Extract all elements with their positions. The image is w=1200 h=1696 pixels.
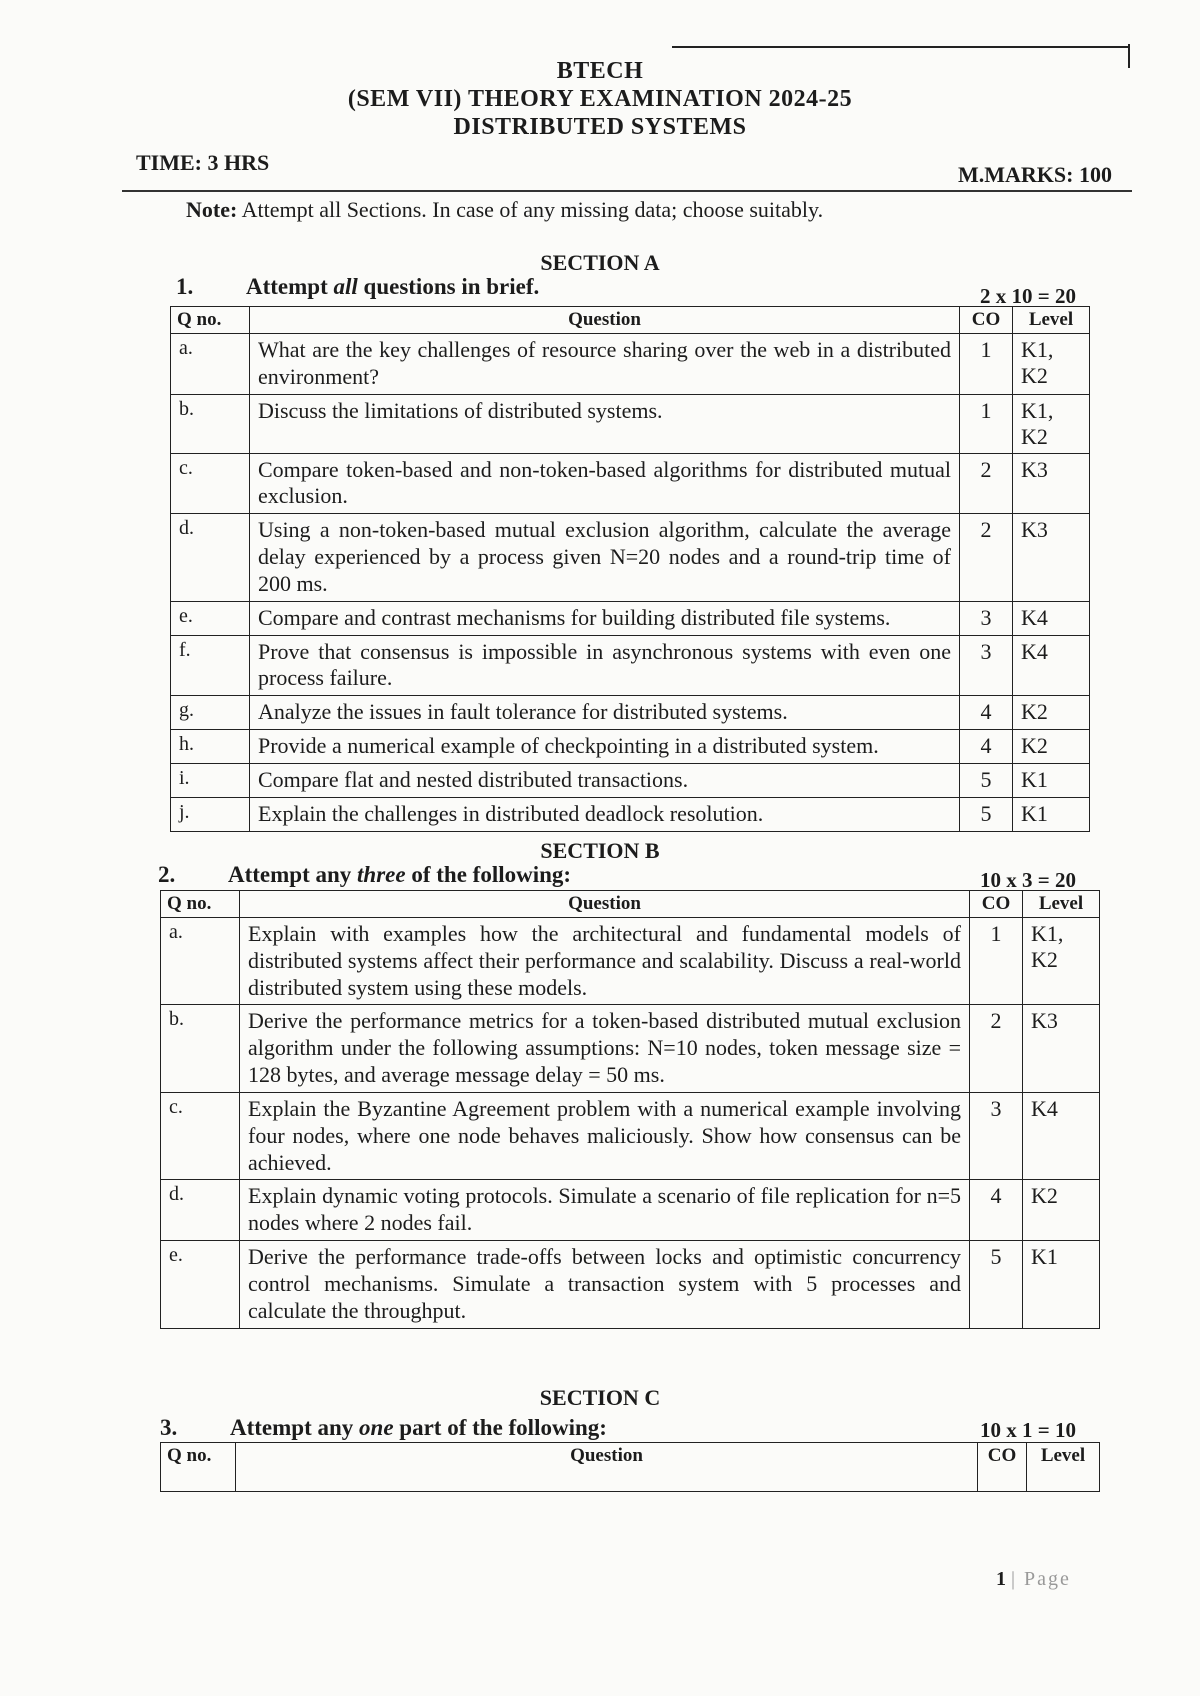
bloom-level: K4 <box>1013 601 1090 635</box>
table-header-row <box>161 1443 1100 1492</box>
question-text: Derive the performance trade-offs between locks and optimistic concurrency control mechanisms. Simulate a transaction system with 5 processes and calculate the throughput. <box>240 1241 970 1328</box>
bloom-level: K1, K2 <box>1023 918 1100 1005</box>
bloom-level: K1 <box>1013 763 1090 797</box>
course-outcome: 5 <box>960 763 1013 797</box>
table-row <box>161 1241 1100 1328</box>
question-text: Explain with examples how the architectural and fundamental models of distributed systems affect their performance and scalability. Discuss a real-world distributed system using these models. <box>240 918 970 1005</box>
question-number: e. <box>171 601 250 635</box>
instruction-pre: Attempt any <box>228 862 352 887</box>
note-text: Attempt all Sections. In case of any missing data; choose suitably. <box>241 197 824 222</box>
course-outcome: 1 <box>970 918 1023 1005</box>
course-outcome: 4 <box>970 1180 1023 1241</box>
table-row <box>171 514 1090 601</box>
level-header: Level <box>1023 891 1100 918</box>
exam-title: (SEM VII) THEORY EXAMINATION 2024-25 <box>347 86 853 112</box>
section-c-number: 3. <box>160 1415 178 1440</box>
table-row <box>171 334 1090 395</box>
table-row <box>161 1005 1100 1092</box>
page-number <box>996 1568 1071 1591</box>
section-c-marks: 10 x 1 = 10 <box>980 1418 1076 1442</box>
course-outcome: 3 <box>960 601 1013 635</box>
question-text: Explain dynamic voting protocols. Simulate a scenario of file replication for n=5 nodes where 2 nodes fail. <box>240 1180 970 1241</box>
header-divider <box>122 190 1132 192</box>
question-number: d. <box>161 1180 240 1241</box>
course-outcome: 4 <box>960 696 1013 730</box>
table-header-row <box>171 307 1090 334</box>
instruction-pre: Attempt <box>246 274 328 299</box>
bloom-level: K2 <box>1013 696 1090 730</box>
bloom-level: K1, K2 <box>1013 394 1090 453</box>
question-header: Question <box>250 307 960 334</box>
question-number: c. <box>171 453 250 514</box>
table-row <box>171 797 1090 831</box>
table-row <box>161 1092 1100 1179</box>
question-text: Explain the challenges in distributed deadlock resolution. <box>250 797 960 831</box>
course-outcome: 3 <box>970 1092 1023 1179</box>
bloom-level: K1, K2 <box>1013 334 1090 395</box>
question-number: d. <box>171 514 250 601</box>
question-text: Explain the Byzantine Agreement problem with a numerical example involving four nodes, where one node behaves maliciously. Show how consensus can be achieved. <box>240 1092 970 1179</box>
page-label: | Page <box>1011 1568 1071 1590</box>
question-number: b. <box>171 394 250 453</box>
section-b-marks: 10 x 3 = 20 <box>980 868 1076 892</box>
question-number: j. <box>171 797 250 831</box>
section-a-marks: 2 x 10 = 20 <box>980 284 1076 308</box>
section-c-table <box>160 1442 1100 1492</box>
course-outcome: 1 <box>960 394 1013 453</box>
table-row <box>171 696 1090 730</box>
bloom-level: K3 <box>1013 453 1090 514</box>
qno-header: Q no. <box>161 891 240 918</box>
question-text: Compare and contrast mechanisms for building distributed file systems. <box>250 601 960 635</box>
question-text: Prove that consensus is impossible in asynchronous systems with even one process failure. <box>250 635 960 696</box>
question-number: e. <box>161 1241 240 1328</box>
level-header: Level <box>1013 307 1090 334</box>
section-a-title: SECTION A <box>540 250 660 275</box>
bloom-level: K3 <box>1023 1005 1100 1092</box>
bloom-level: K1 <box>1023 1241 1100 1328</box>
instruction-emphasis: all <box>333 274 358 299</box>
bloom-level: K3 <box>1013 514 1090 601</box>
course-outcome: 4 <box>960 730 1013 764</box>
question-text: Provide a numerical example of checkpointing in a distributed system. <box>250 730 960 764</box>
qno-header: Q no. <box>171 307 250 334</box>
question-text: Derive the performance metrics for a token-based distributed mutual exclusion algorithm under the following assumptions: N=10 nodes, token message size = 128 bytes, and average message delay = 50 ms. <box>240 1005 970 1092</box>
bloom-level: K2 <box>1013 730 1090 764</box>
table-row <box>171 394 1090 453</box>
section-b-number: 2. <box>158 862 176 887</box>
course-outcome: 2 <box>960 453 1013 514</box>
page-number-value: 1 <box>996 1568 1006 1590</box>
course-outcome: 3 <box>960 635 1013 696</box>
question-number: a. <box>171 334 250 395</box>
question-number: c. <box>161 1092 240 1179</box>
table-row <box>171 635 1090 696</box>
co-header: CO <box>970 891 1023 918</box>
instruction-pre: Attempt any <box>230 1415 354 1440</box>
table-row <box>161 918 1100 1005</box>
table-row <box>161 1180 1100 1241</box>
bloom-level: K4 <box>1013 635 1090 696</box>
section-b-instruction <box>158 862 571 888</box>
instruction-post: part of the following: <box>399 1415 607 1440</box>
question-header: Question <box>240 891 970 918</box>
exam-time: TIME: 3 HRS <box>136 150 270 175</box>
question-text: Compare token-based and non-token-based algorithms for distributed mutual exclusion. <box>250 453 960 514</box>
course-outcome: 5 <box>960 797 1013 831</box>
section-c-title: SECTION C <box>539 1385 661 1410</box>
bloom-level: K1 <box>1013 797 1090 831</box>
question-number: f. <box>171 635 250 696</box>
question-number: g. <box>171 696 250 730</box>
section-c-instruction <box>160 1415 607 1441</box>
bloom-level: K4 <box>1023 1092 1100 1179</box>
max-marks: M.MARKS: 100 <box>958 162 1112 187</box>
question-text: Using a non-token-based mutual exclusion algorithm, calculate the average delay experienced by a process given N=20 nodes and a round-trip time of 200 ms. <box>250 514 960 601</box>
course-outcome: 1 <box>960 334 1013 395</box>
question-text: Analyze the issues in fault tolerance for distributed systems. <box>250 696 960 730</box>
table-row <box>171 453 1090 514</box>
question-number: h. <box>171 730 250 764</box>
instruction-post: questions in brief. <box>363 274 540 299</box>
table-row <box>171 763 1090 797</box>
exam-note <box>186 197 823 223</box>
section-a-table <box>170 306 1090 832</box>
course-outcome: 2 <box>970 1005 1023 1092</box>
note-label: Note: <box>186 197 238 222</box>
section-b-title: SECTION B <box>540 838 660 863</box>
level-header: Level <box>1027 1443 1100 1492</box>
question-text: Compare flat and nested distributed transactions. <box>250 763 960 797</box>
section-b-table <box>160 890 1100 1329</box>
question-number: a. <box>161 918 240 1005</box>
question-header: Question <box>236 1443 978 1492</box>
qno-header: Q no. <box>161 1443 236 1492</box>
co-header: CO <box>960 307 1013 334</box>
instruction-emphasis: three <box>357 862 406 887</box>
instruction-emphasis: one <box>359 1415 394 1440</box>
table-row <box>171 601 1090 635</box>
table-header-row <box>161 891 1100 918</box>
question-number: b. <box>161 1005 240 1092</box>
co-header: CO <box>978 1443 1027 1492</box>
table-row <box>171 730 1090 764</box>
question-text: Discuss the limitations of distributed systems. <box>250 394 960 453</box>
instruction-post: of the following: <box>411 862 572 887</box>
course-title: BTECH <box>556 58 644 84</box>
section-a-instruction <box>176 274 539 300</box>
question-text: What are the key challenges of resource sharing over the web in a distributed environment? <box>250 334 960 395</box>
bloom-level: K2 <box>1023 1180 1100 1241</box>
question-number: i. <box>171 763 250 797</box>
subject-title: DISTRIBUTED SYSTEMS <box>453 114 747 140</box>
section-a-number: 1. <box>176 274 194 299</box>
course-outcome: 2 <box>960 514 1013 601</box>
course-outcome: 5 <box>970 1241 1023 1328</box>
